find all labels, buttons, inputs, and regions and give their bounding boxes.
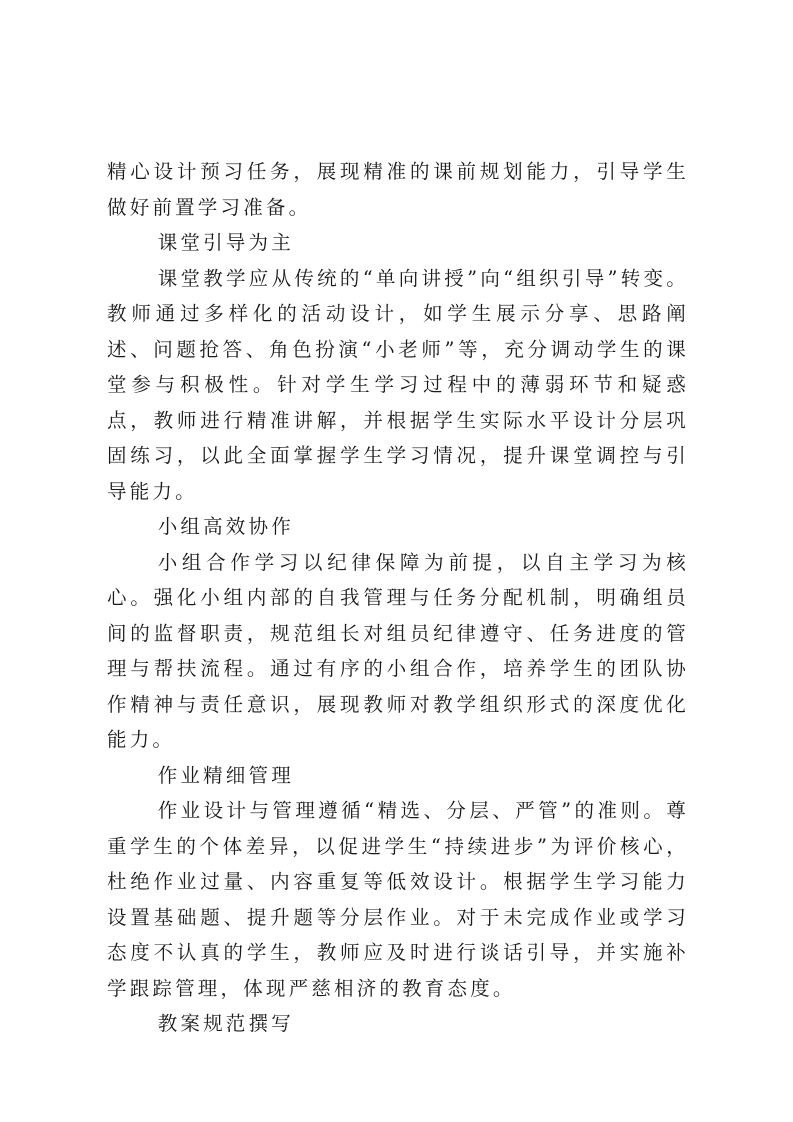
document-body	[107, 154, 689, 1042]
paragraph-group-collaboration: 小组合作学习以纪律保障为前提，以自主学习为核心。强化小组内部的自我管理与任务分配机制，明确组员间的监督职责，规范组长对组员纪律遵守、任务进度的管理与帮扶流程。通过有序的小组合作，培养学生的团队协作精神与责任意识，展现教师对教学组织形式的深度优化能力。	[107, 550, 689, 751]
section-heading-lesson-plan: 教案规范撰写	[157, 1012, 294, 1035]
section-heading-classroom-guidance: 课堂引导为主	[157, 231, 294, 254]
section-heading-group-collaboration: 小组高效协作	[157, 515, 294, 538]
paragraph-homework-management: 作业设计与管理遵循“精选、分层、严管”的准则。尊重学生的个体差异，以促进学生“持续进步”为评价核心，杜绝作业过量、内容重复等低效设计。根据学生学习能力设置基础题、提升题等分层作业。对于未完成作业或学习态度不认真的学生，教师应及时进行谈话引导，并实施补学跟踪管理，体现严慈相济的教育态度。	[107, 799, 689, 1000]
paragraph-continued: 精心设计预习任务，展现精准的课前规划能力，引导学生做好前置学习准备。	[107, 160, 689, 219]
paragraph-classroom-guidance: 课堂教学应从传统的“单向讲授”向“组织引导”转变。教师通过多样化的活动设计，如学生展示分享、思路阐述、问题抢答、角色扮演“小老师”等，充分调动学生的课堂参与积极性。针对学生学习过程中的薄弱环节和疑惑点，教师进行精准讲解，并根据学生实际水平设计分层巩固练习，以此全面掌握学生学习情况，提升课堂调控与引导能力。	[107, 266, 689, 503]
section-heading-homework-management: 作业精细管理	[157, 763, 294, 787]
